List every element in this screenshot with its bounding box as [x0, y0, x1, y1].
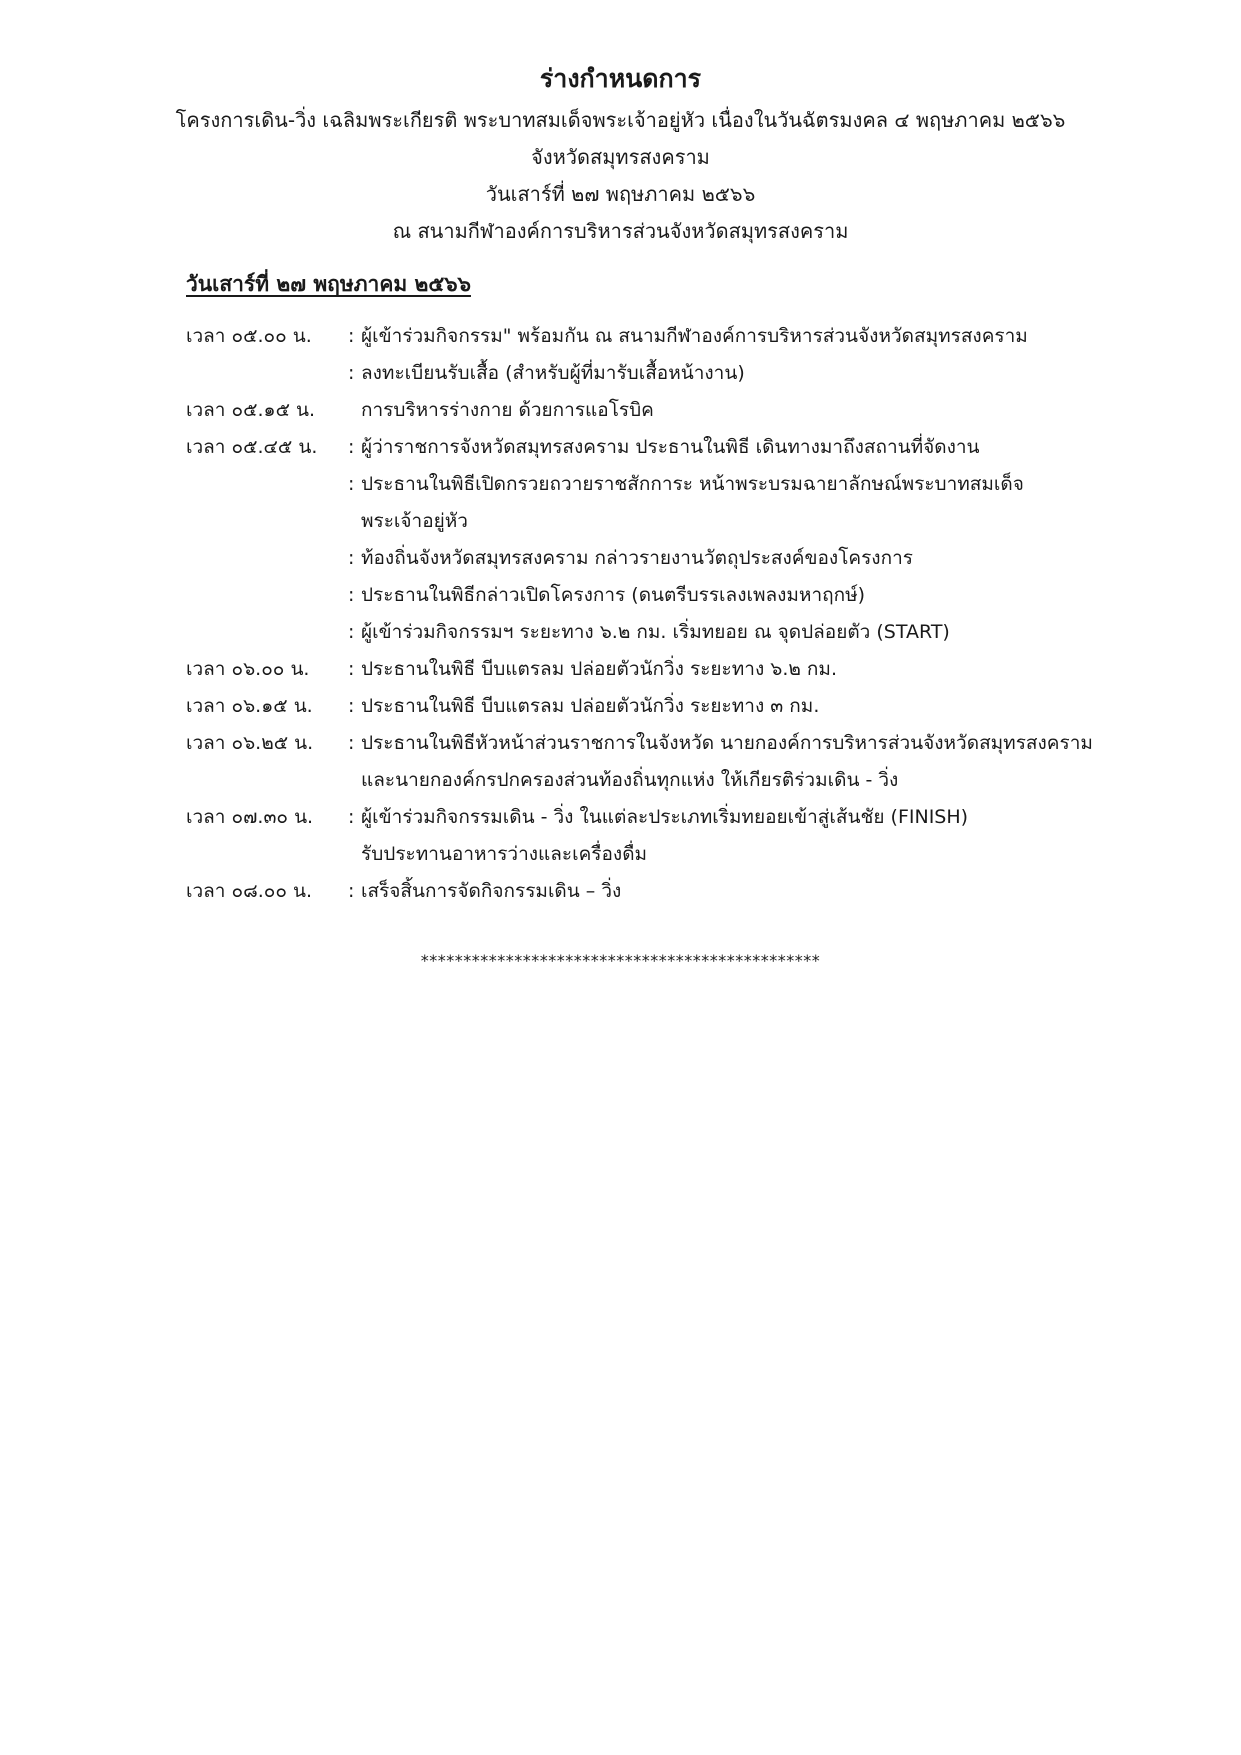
schedule-time: เวลา ๐๕.๔๕ น. — [186, 436, 318, 458]
schedule-row — [186, 577, 1186, 614]
schedule-text: ประธานในพิธี บีบแตรลม ปล่อยตัวนักวิ่ง ระยะทาง ๖.๒ กม. — [361, 658, 837, 680]
schedule-row — [186, 614, 1186, 651]
schedule-colon: : — [348, 806, 355, 828]
schedule-text: ผู้เข้าร่วมกิจกรรมฯ ระยะทาง ๖.๒ กม. เริ่มทยอย ณ จุดปล่อยตัว (START) — [361, 621, 950, 643]
schedule-text: ผู้เข้าร่วมกิจกรรมเดิน - วิ่ง ในแต่ละประเภทเริ่มทยอยเข้าสู่เส้นชัย (FINISH) — [361, 806, 969, 828]
document-title: ร่างกำหนดการ — [539, 64, 702, 93]
schedule-time: เวลา ๐๗.๓๐ น. — [186, 806, 314, 828]
schedule-time: เวลา ๐๕.๑๕ น. — [186, 399, 316, 421]
schedule-time: เวลา ๐๖.๑๕ น. — [186, 695, 313, 717]
day-heading: วันเสาร์ที่ ๒๗ พฤษภาคม ๒๕๖๖ — [186, 272, 471, 296]
schedule-text: ท้องถิ่นจังหวัดสมุทรสงคราม กล่าวรายงานวัตถุประสงค์ของโครงการ — [361, 547, 913, 569]
schedule-text: เสร็จสิ้นการจัดกิจกรรมเดิน – วิ่ง — [361, 880, 622, 902]
schedule-row — [186, 318, 1186, 355]
schedule-text: ลงทะเบียนรับเสื้อ (สำหรับผู้ที่มารับเสื้อหน้างาน) — [361, 362, 745, 384]
schedule-colon: : — [348, 547, 355, 569]
schedule-colon: : — [348, 473, 355, 495]
schedule-time: เวลา ๐๖.๒๕ น. — [186, 732, 314, 754]
schedule-row — [186, 429, 1186, 466]
schedule-colon: : — [348, 658, 355, 680]
schedule-colon: : — [348, 732, 355, 754]
schedule-row — [186, 725, 1186, 762]
schedule-row — [186, 466, 1186, 503]
schedule-time: เวลา ๐๕.๐๐ น. — [186, 325, 312, 347]
schedule-text: พระเจ้าอยู่หัว — [361, 510, 468, 532]
schedule-colon: : — [348, 695, 355, 717]
project-name: โครงการเดิน-วิ่ง เฉลิมพระเกียรติ พระบาทสมเด็จพระเจ้าอยู่หัว เนื่องในวันฉัตรมงคล ๔ พฤษภาคม ๒๕๖๖ — [175, 108, 1066, 132]
schedule-row — [186, 355, 1186, 392]
event-date: วันเสาร์ที่ ๒๗ พฤษภาคม ๒๕๖๖ — [485, 182, 756, 206]
schedule-colon: : — [348, 436, 355, 458]
schedule-text: และนายกองค์กรปกครองส่วนท้องถิ่นทุกแห่ง ให้เกียรติร่วมเดิน - วิ่ง — [361, 769, 899, 791]
schedule-row — [186, 503, 1186, 540]
asterisk-separator: *********************************************** — [420, 951, 821, 970]
schedule-row — [186, 873, 1186, 910]
schedule-text: ประธานในพิธีกล่าวเปิดโครงการ (ดนตรีบรรเลงเพลงมหาฤกษ์) — [361, 584, 866, 606]
schedule-colon: : — [348, 880, 355, 902]
schedule-text: ผู้เข้าร่วมกิจกรรม" พร้อมกัน ณ สนามกีฬาองค์การบริหารส่วนจังหวัดสมุทรสงคราม — [361, 325, 1028, 347]
province-name: จังหวัดสมุทรสงคราม — [531, 145, 710, 169]
schedule-row — [186, 651, 1186, 688]
schedule-row — [186, 799, 1186, 836]
schedule-text: การบริหารร่างกาย ด้วยการแอโรบิค — [361, 399, 654, 421]
schedule-colon: : — [348, 362, 355, 384]
schedule-list — [186, 318, 1186, 910]
schedule-colon: : — [348, 325, 355, 347]
document-header — [0, 62, 1241, 250]
schedule-row — [186, 836, 1186, 873]
schedule-text: ประธานในพิธี บีบแตรลม ปล่อยตัวนักวิ่ง ระยะทาง ๓ กม. — [361, 695, 820, 717]
schedule-text: ประธานในพิธีเปิดกรวยถวายราชสักการะ หน้าพระบรมฉายาลักษณ์พระบาทสมเด็จ — [361, 473, 1024, 495]
schedule-colon: : — [348, 584, 355, 606]
schedule-row — [186, 392, 1186, 429]
schedule-time: เวลา ๐๖.๐๐ น. — [186, 658, 310, 680]
schedule-text: ประธานในพิธีหัวหน้าส่วนราชการในจังหวัด นายกองค์การบริหารส่วนจังหวัดสมุทรสงคราม — [361, 732, 1093, 754]
schedule-row — [186, 762, 1186, 799]
schedule-time: เวลา ๐๘.๐๐ น. — [186, 880, 313, 902]
schedule-text: ผู้ว่าราชการจังหวัดสมุทรสงคราม ประธานในพิธี เดินทางมาถึงสถานที่จัดงาน — [361, 436, 980, 458]
schedule-row — [186, 688, 1186, 725]
schedule-text: รับประทานอาหารว่างและเครื่องดื่ม — [361, 843, 648, 865]
schedule-row — [186, 540, 1186, 577]
schedule-colon: : — [348, 621, 355, 643]
event-venue: ณ สนามกีฬาองค์การบริหารส่วนจังหวัดสมุทรสงคราม — [392, 219, 849, 243]
